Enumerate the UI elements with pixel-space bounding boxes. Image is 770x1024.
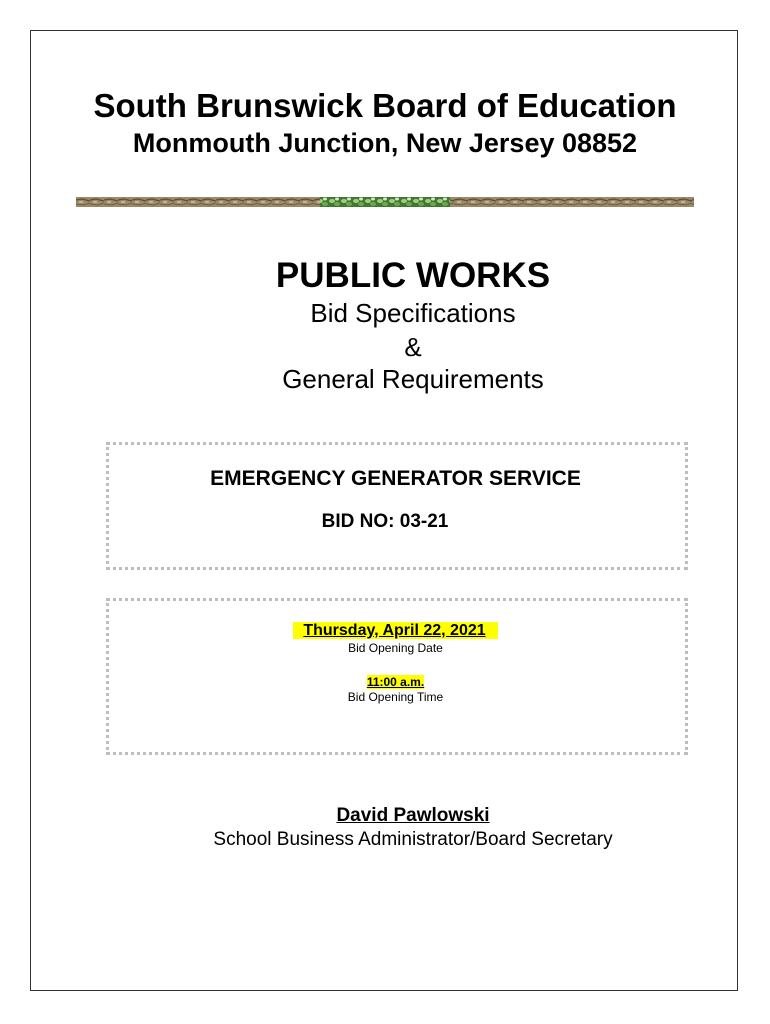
bid-opening-time: 11:00 a.m. [366,675,425,689]
signer-title: School Business Administrator/Board Secretary [213,829,613,850]
decorative-divider [76,197,694,207]
document-subtitle-line3: General Requirements [282,364,544,394]
organization-name: South Brunswick Board of Education [93,87,677,124]
document-title: PUBLIC WORKS [275,256,551,295]
bid-opening-date-line [0,621,770,641]
document-subtitle-ampersand: & [404,332,422,362]
bid-opening-date-label: Bid Opening Date [348,641,443,655]
organization-address: Monmouth Junction, New Jersey 08852 [132,128,638,158]
bid-opening-time-label: Bid Opening Time [347,690,444,704]
bid-service-name: EMERGENCY GENERATOR SERVICE [210,467,581,490]
bid-number: BID NO: 03-21 [321,511,449,532]
bid-opening-time-line [0,675,770,690]
document-subtitle-line1: Bid Specifications [310,298,516,328]
bid-info-box [106,442,688,570]
signer-name: David Pawlowski [336,805,490,826]
bid-opening-date: Thursday, April 22, 2021 [293,622,497,639]
